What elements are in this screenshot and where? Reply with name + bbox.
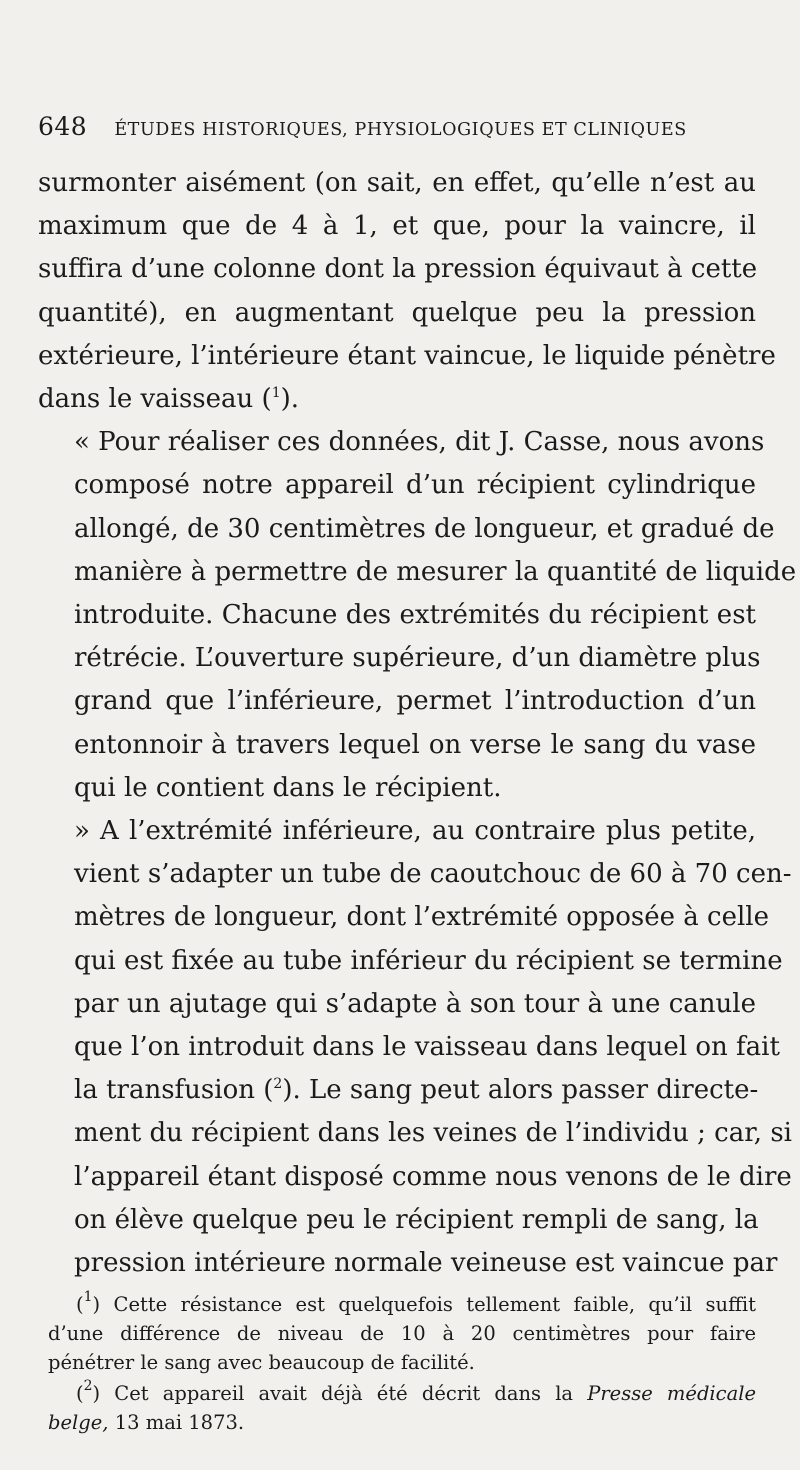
text-line: » A l’extrémité inférieure, au contraire plus petite, <box>74 816 756 847</box>
text-line: la transfusion ($^2$). Le sang peut alors passer directe- <box>74 1075 759 1106</box>
text-fragment: . <box>290 384 300 415</box>
footnote-line: pénétrer le sang avec beaucoup de facilité. <box>48 1351 475 1374</box>
text-line: ment du récipient dans les veines de l’individu ; car, si <box>74 1118 792 1149</box>
text-line: « Pour réaliser ces données, dit J. Casse, nous avons <box>74 427 765 458</box>
footnote-line <box>48 1408 756 1437</box>
text-line: extérieure, l’intérieure étant vaincue, le liquide pénètre <box>38 340 776 371</box>
footnote-line: ($^1$) Cette résistance est quelquefois tellement faible, qu’il suffit <box>76 1289 757 1316</box>
running-head <box>38 112 756 148</box>
journal-title: Presse médicale <box>587 1382 756 1405</box>
text-line: grand que l’inférieure, permet l’introduction d’un <box>74 686 756 717</box>
text-line: que l’on introduit dans le vaisseau dans lequel on fait <box>74 1032 780 1063</box>
text-line: surmonter aisément (on sait, en effet, qu’elle n’est au <box>38 168 756 198</box>
text-fragment: Cet appareil avait déjà été décrit dans la <box>114 1382 574 1405</box>
footnote-mark: 1 <box>83 1289 93 1305</box>
text-line: vient s’adapter un tube de caoutchouc de 60 à 70 cen- <box>74 859 792 890</box>
paragraph <box>38 810 792 1285</box>
paragraph <box>38 421 797 810</box>
text-line: pression intérieure normale veineuse est vaincue par <box>74 1248 778 1279</box>
footnote-line: d’une différence de niveau de 10 à 20 centimètres pour faire <box>48 1322 756 1345</box>
text-line: par un ajutage qui s’adapte à son tour à une canule <box>74 988 756 1019</box>
text-line: allongé, de 30 centimètres de longueur, et gradué de <box>74 513 775 544</box>
main-text <box>38 162 797 1285</box>
text-fragment: 13 mai 1873. <box>114 1411 245 1434</box>
text-line: introduite. Chacune des extrémités du récipient est <box>74 600 756 631</box>
text-line: maximum que de 4 à 1, et que, pour la vaincre, il <box>38 211 756 242</box>
text-fragment: dans le vaisseau <box>38 384 254 415</box>
page-number: 648 <box>38 112 88 141</box>
footnote-ref[interactable]: 2 <box>273 1076 283 1093</box>
text-line: suffira d’une colonne dont la pression équivaut à cette <box>38 254 758 285</box>
text-fragment: . Le sang peut alors passer directe- <box>292 1075 759 1106</box>
text-line: rétrécie. L’ouverture supérieure, d’un diamètre plus <box>74 643 761 674</box>
footnote-line: ($^2$) Cet appareil avait déjà été décrit dans la Presse médicale <box>76 1378 756 1405</box>
journal-title-cont: belge, <box>48 1411 109 1434</box>
footnote <box>48 1379 756 1437</box>
text-line: qui le contient dans le récipient. <box>74 772 502 803</box>
text-line: entonnoir à travers lequel on verse le sang du vase <box>74 729 756 760</box>
text-line: dans le vaisseau ($^1$). <box>38 384 300 415</box>
text-line: l’appareil étant disposé comme nous venons de le dire <box>74 1161 792 1192</box>
footnote-ref[interactable]: 1 <box>271 385 281 402</box>
running-title: ÉTUDES HISTORIQUES, PHYSIOLOGIQUES ET CLINIQUES <box>114 120 687 140</box>
text-line: qui est fixée au tube inférieur du récipient se termine <box>74 945 783 976</box>
text-line: mètres de longueur, dont l’extrémité opposée à celle <box>74 902 769 933</box>
text-line: manière à permettre de mesurer la quantité de liquide <box>74 556 797 587</box>
footnote <box>48 1290 756 1377</box>
footnote-mark: 2 <box>83 1378 93 1394</box>
text-line: on élève quelque peu le récipient rempli de sang, la <box>74 1204 759 1235</box>
footnotes <box>48 1290 756 1437</box>
text-fragment: la transfusion <box>74 1075 255 1106</box>
text-fragment: Cette résistance est quelquefois tellement faible, qu’il suffit <box>113 1293 757 1316</box>
text-line: composé notre appareil d’un récipient cylindrique <box>74 470 756 501</box>
paragraph <box>38 162 776 421</box>
text-line: quantité), en augmentant quelque peu la pression <box>38 297 756 328</box>
